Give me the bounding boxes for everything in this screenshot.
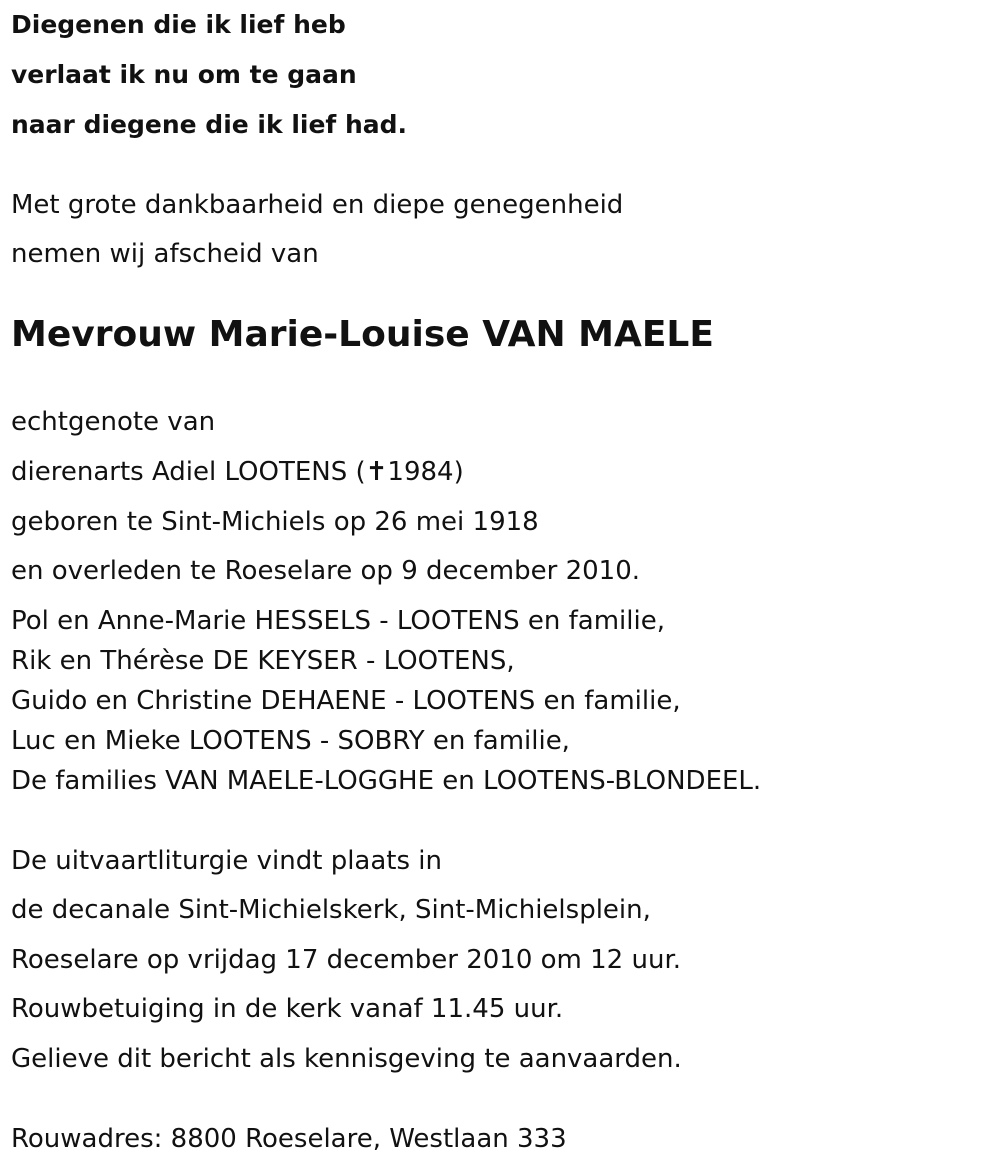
family-line-2: Rik en Thérèse DE KEYSER - LOOTENS,	[11, 646, 515, 676]
details-line-3: geboren te Sint-Michiels op 26 mei 1918	[11, 507, 539, 537]
intro-line-1: Met grote dankbaarheid en diepe genegenheid	[11, 190, 624, 220]
family-line-5: De families VAN MAELE-LOGGHE en LOOTENS-BLONDEEL.	[11, 766, 762, 796]
funeral-line-4: Rouwbetuiging in de kerk vanaf 11.45 uur.	[11, 994, 564, 1024]
details-line-4: en overleden te Roeselare op 9 december 2010.	[11, 556, 641, 586]
funeral-line-2: de decanale Sint-Michielskerk, Sint-Michielsplein,	[11, 895, 651, 925]
family-line-1: Pol en Anne-Marie HESSELS - LOOTENS en familie,	[11, 606, 665, 636]
deceased-name: Mevrouw Marie-Louise VAN MAELE	[11, 314, 714, 355]
funeral-line-1: De uitvaartliturgie vindt plaats in	[11, 846, 443, 876]
poem-line-2: verlaat ik nu om te gaan	[11, 60, 357, 89]
details-line-1: echtgenote van	[11, 407, 216, 437]
poem-line-1: Diegenen die ik lief heb	[11, 10, 346, 39]
intro-line-2: nemen wij afscheid van	[11, 239, 319, 269]
mourning-address: Rouwadres: 8800 Roeselare, Westlaan 333	[11, 1124, 567, 1154]
family-line-4: Luc en Mieke LOOTENS - SOBRY en familie,	[11, 726, 570, 756]
family-line-3: Guido en Christine DEHAENE - LOOTENS en familie,	[11, 686, 681, 716]
funeral-line-5: Gelieve dit bericht als kennisgeving te aanvaarden.	[11, 1044, 682, 1074]
details-line-2: dierenarts Adiel LOOTENS (✝1984)	[11, 457, 464, 487]
funeral-line-3: Roeselare op vrijdag 17 december 2010 om 12 uur.	[11, 945, 682, 975]
poem-line-3: naar diegene die ik lief had.	[11, 110, 408, 139]
